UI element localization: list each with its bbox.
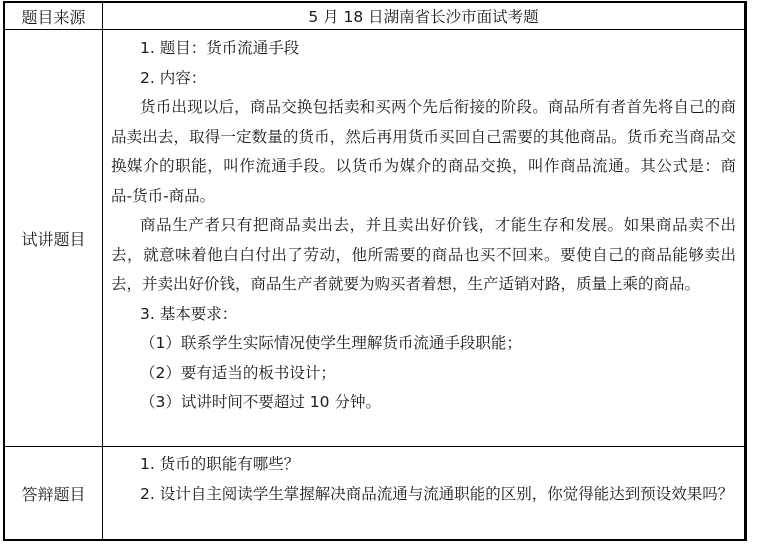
requirement-item: （1）联系学生实际情况使学生理解货币流通手段职能； xyxy=(140,334,522,352)
content-paragraph-2: 商品生产者只有把商品卖出去，并且卖出好价钱，才能生存和发展。如果商品卖不出去，就意味着他白白付出了劳动，他所需要的商品也买不回来。要使自己的商品能够卖出去，并卖出好价钱，商品生产者就要为购买者着想，生产适销对路，质量上乘的商品。 xyxy=(111,216,736,293)
lecture-content-cell xyxy=(103,30,745,447)
requirement-item: （3）试讲时间不要超过 10 分钟。 xyxy=(140,393,381,411)
exam-document xyxy=(3,1,747,541)
header-row xyxy=(5,3,745,30)
defense-question-1: 1. 货币的职能有哪些？ xyxy=(140,455,300,473)
lecture-row xyxy=(5,30,745,447)
source-label: 题目来源 xyxy=(5,3,103,30)
defense-row xyxy=(5,447,745,540)
content-paragraph-1: 货币出现以后，商品交换包括卖和买两个先后衔接的阶段。商品所有者首先将自己的商品卖出去，取得一定数量的货币，然后再用货币买回自己需要的其他商品。货币充当商品交换媒介的职能，叫作流通手段。以货币为媒介的商品交换，叫作商品流通。其公式是：商品-货币-商品。 xyxy=(111,98,736,205)
lecture-label: 试讲题目 xyxy=(5,30,103,447)
exam-table xyxy=(4,2,745,540)
defense-question-2: 2. 设计自主阅读学生掌握解决商品流通与流通职能的区别，你觉得能达到预设效果吗？ xyxy=(140,485,734,503)
defense-content-cell xyxy=(103,447,745,540)
source-value: 5 月 18 日湖南省长沙市面试考题 xyxy=(103,3,745,30)
lecture-title: 1. 题目：货币流通手段 xyxy=(140,39,300,57)
requirement-item: （2）要有适当的板书设计； xyxy=(140,363,336,382)
defense-label: 答辩题目 xyxy=(5,447,103,540)
requirements-heading: 3. 基本要求： xyxy=(140,304,238,323)
content-heading: 2. 内容： xyxy=(140,68,207,87)
